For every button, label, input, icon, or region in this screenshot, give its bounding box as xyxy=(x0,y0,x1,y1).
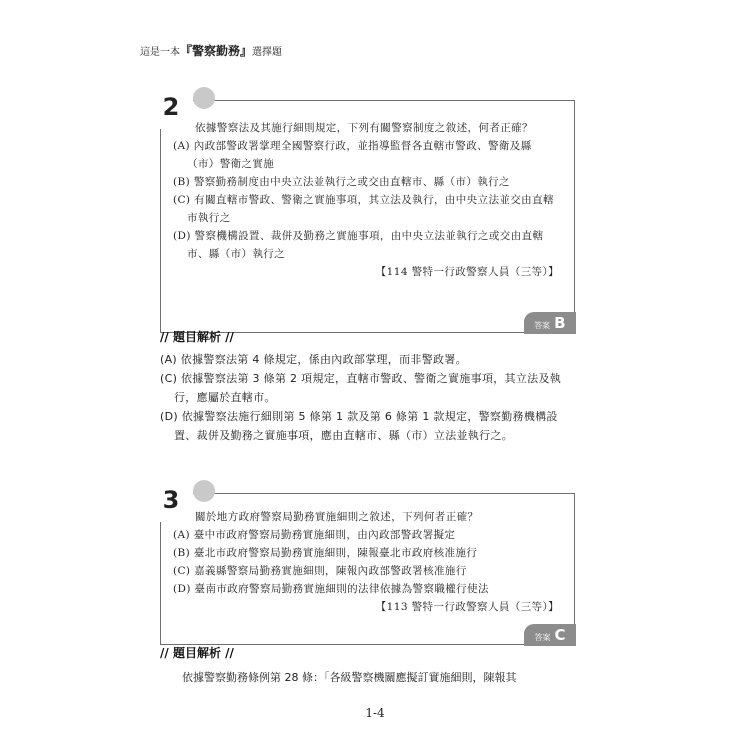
header-highlight: 『警察勤務』 xyxy=(180,44,253,58)
option-a: (A) 臺中市政府警察局勤務實施細則，由內政部警政署擬定 xyxy=(173,529,456,541)
analysis-text: 依據警察勤務條例第 28 條：「各級警察機關應擬訂實施細則，陳報其 xyxy=(182,671,517,684)
running-header xyxy=(140,44,282,60)
analysis-item-c: (C) 依據警察法第 3 條第 2 項規定，直轄市警政、警衛之實施事項，其立法及執行，應屬於直轄市。 xyxy=(160,372,562,404)
option-c: (C) 有關直轄市警政、警衛之實施事項，其立法及執行，由中央立法並交由直轄市執行之 xyxy=(173,194,554,224)
answer-badge xyxy=(524,312,575,334)
option-d: (D) 臺南市政府警察局勤務實施細則的法律依據為警察職權行使法 xyxy=(173,583,489,595)
question-number: 3 xyxy=(149,478,193,522)
question-body xyxy=(173,508,559,616)
option-d: (D) 警察機構設置、裁併及勤務之實施事項，由中央立法並執行之或交由直轄市、縣（市）執行之 xyxy=(173,230,544,260)
question-body xyxy=(173,119,559,281)
answer-letter: B xyxy=(554,313,566,332)
answer-badge xyxy=(524,624,575,646)
analysis-title: // 題目解析 // xyxy=(160,646,234,660)
analysis-body xyxy=(160,350,580,445)
option-b: (B) 警察勤務制度由中央立法並執行之或交由直轄市、縣（市）執行之 xyxy=(173,176,510,188)
option-a: (A) 內政部警政署掌理全國警察行政，並指導監督各直轄市警政、警衛及縣（市）警衛之實施 xyxy=(173,140,532,170)
header-prefix: 這是一本 xyxy=(140,47,180,58)
header-suffix: 選擇題 xyxy=(252,47,283,58)
question-stem: 依據警察法及其施行細則規定，下列有關警察制度之敘述，何者正確？ xyxy=(195,122,533,134)
option-c: (C) 嘉義縣警察局勤務實施細則，陳報內政部警政署核准施行 xyxy=(173,565,467,577)
analysis-item-d: (D) 依據警察法施行細則第 5 條第 1 款及第 6 條第 1 款規定，警察勤務機構設置、裁併及勤務之實施事項，應由直轄市、縣（市）立法並執行之。 xyxy=(160,410,558,442)
answer-label: 答案 xyxy=(534,632,551,642)
number-tab-shadow xyxy=(193,87,215,109)
answer-label: 答案 xyxy=(534,320,551,330)
question-source: 【113 警特一行政警察人員（三等）】 xyxy=(375,601,559,613)
question-number: 2 xyxy=(149,85,193,129)
analysis-item-a: (A) 依據警察法第 4 條規定，係由內政部掌理，而非警政署。 xyxy=(160,353,467,366)
question-stem: 關於地方政府警察局勤務實施細則之敘述，下列何者正確？ xyxy=(195,511,479,523)
question-source: 【114 警特一行政警察人員（三等）】 xyxy=(375,266,559,278)
question-box xyxy=(160,93,575,333)
analysis-title: // 題目解析 // xyxy=(160,330,234,344)
page-number: 1-4 xyxy=(365,706,385,720)
option-b: (B) 臺北市政府警察局勤務實施細則，陳報臺北市政府核准施行 xyxy=(173,547,478,559)
question-box xyxy=(160,486,575,645)
number-tab-shadow xyxy=(193,480,215,502)
answer-letter: C xyxy=(554,625,566,644)
